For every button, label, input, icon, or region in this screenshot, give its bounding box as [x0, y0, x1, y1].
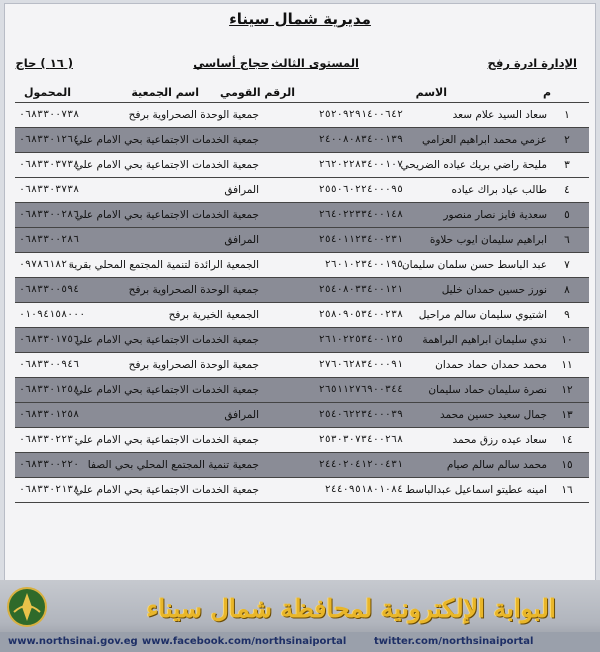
- row-number: ١٦: [561, 484, 573, 496]
- table-row: [15, 128, 589, 153]
- pilgrim-type-label: حجاج أساسي: [193, 56, 269, 70]
- website-link[interactable]: www.northsinai.gov.eg: [8, 636, 138, 647]
- pilgrim-name: محمد حمدان حماد حمدان: [435, 359, 547, 371]
- pilgrim-name: نورز حسين حمدان خليل: [441, 284, 547, 296]
- pilgrim-name: ندي سليمان ابراهيم البراهمة: [422, 334, 547, 346]
- banner-links: [0, 632, 600, 652]
- pilgrims-table: [15, 102, 589, 503]
- table-row: [15, 403, 589, 428]
- admin-label: الإدارة ادرة رفح: [487, 56, 577, 70]
- row-number: ١٥: [561, 459, 573, 471]
- table-row: [15, 478, 589, 503]
- mobile-number: ٠٦٨٣٣٠٠٢٢٠: [19, 459, 80, 470]
- table-row: [15, 428, 589, 453]
- association-name: جمعية الخدمات الاجتماعية بحي الامام علي: [74, 384, 259, 396]
- mobile-number: ٠٦٨٣٣٠٠٥٩٤: [19, 284, 80, 295]
- national-id: ٢٥٥٠٦٠٢٢٤٠٠٠٩٥: [318, 184, 403, 195]
- row-number: ٢: [564, 134, 570, 146]
- level-label: المستوى الثالث: [271, 56, 359, 70]
- association-name: جمعية الخدمات الاجتماعية بحي الامام علي: [74, 159, 259, 171]
- row-number: ٦: [564, 234, 570, 246]
- national-id: ٢٥٤٠١١٢٣٤٠٠٢٣١: [318, 234, 403, 245]
- association-name: جمعية الوحدة الصحراوية برفح: [128, 359, 259, 371]
- mobile-number: ٠٦٨٣٣٠٠٢٨٦: [19, 234, 80, 245]
- mobile-number: ٠١٠٩٤١٥٨٠٠٠: [19, 309, 86, 320]
- table-row: [15, 153, 589, 178]
- mobile-number: ٠٦٨٣٣٠٣٧٣٨: [19, 159, 80, 170]
- pilgrim-name: مليحة راضي بريك عياده الضريحي: [400, 159, 547, 171]
- national-id: ٢٦٠١٠٢٣٤٠٠١٩٥: [324, 259, 403, 270]
- association-name: المرافق: [224, 409, 259, 421]
- association-name: جمعية الوحدة الصحراوية برفح: [128, 284, 259, 296]
- national-id: ٢٦٥١١٢٧٦٩٠٠٣٤٤: [318, 384, 403, 395]
- pilgrim-count: ( ١٦ ) حاج: [15, 56, 73, 70]
- national-id: ٢٦٢٠٢٢٨٣٤٠٠١٠٧: [318, 159, 403, 170]
- table-row: [15, 178, 589, 203]
- national-id: ٢٥٤٠٨٠٣٣٤٠٠١٢١: [318, 284, 403, 295]
- pilgrim-name: سعدية فايز نصار منصور: [443, 209, 547, 221]
- national-id: ٢٤٤٠٢٠٤١٢٠٠٤٣١: [318, 459, 403, 470]
- row-number: ٩: [564, 309, 570, 321]
- table-row: [15, 278, 589, 303]
- association-name: الجمعية الرائدة لتنمية المجتمع المحلي بقرية: [68, 259, 259, 271]
- table-row: [15, 103, 589, 128]
- pilgrim-name: نصرة سليمان حماد سليمان: [428, 384, 547, 396]
- row-number: ٥: [564, 209, 570, 221]
- table-row: [15, 253, 589, 278]
- mobile-number: ٠٦٨٣٣٠١٧٥٦: [19, 334, 80, 345]
- document-page: [4, 3, 596, 611]
- pilgrim-name: اشتيوي سليمان سالم مراحيل: [418, 309, 547, 321]
- twitter-link[interactable]: twitter.com/northsinaiportal: [374, 636, 534, 647]
- national-id: ٢٤٤٠٩٥١٨٠١٠٨٤: [324, 484, 403, 495]
- page-title: مديرية شمال سيناء: [229, 10, 371, 28]
- association-name: جمعية الخدمات الاجتماعية بحي الامام علي: [74, 484, 259, 496]
- governorate-emblem-icon: [6, 586, 48, 628]
- pilgrim-name: محمد سالم سالم صيام: [446, 459, 547, 471]
- pilgrim-name: عزمي محمد ابراهيم العزامي: [422, 134, 547, 146]
- portal-banner: [0, 580, 600, 652]
- mobile-number: ٠٦٨٣٣٠٢٢٣٠: [19, 434, 80, 445]
- row-number: ٣: [564, 159, 570, 171]
- mobile-number: ٠٩٧٨٦١٨٢٠: [19, 259, 74, 270]
- association-name: المرافق: [224, 234, 259, 246]
- pilgrim-name: سعاد عيده رزق محمد: [452, 434, 547, 446]
- association-name: جمعية الخدمات الاجتماعية بحي الامام علي: [74, 334, 259, 346]
- banner-title: البوابة الإلكترونية لمحافظة شمال سيناء: [146, 594, 556, 623]
- mobile-number: ٠٦٨٣٣٠٠٢٨٦: [19, 209, 80, 220]
- national-id: ٢٤٠٠٨٠٨٣٤٠٠١٣٩: [318, 134, 403, 145]
- national-id: ٢٥٨٠٩٠٥٣٤٠٠٢٣٨: [318, 309, 403, 320]
- column-header-national-id: الرقم القومي: [219, 86, 295, 99]
- association-name: جمعية الخدمات الاجتماعية بحي الامام علي: [74, 434, 259, 446]
- national-id: ٢٥٣٠٣٠٧٣٤٠٠٢٦٨: [318, 434, 403, 445]
- pilgrim-name: طالب عياد براك عياده: [451, 184, 547, 196]
- association-name: جمعية الخدمات الاجتماعية بحي الامام علي: [74, 209, 259, 221]
- association-name: الجمعية الخيرية برفح: [168, 309, 259, 321]
- facebook-link[interactable]: www.facebook.com/northsinaiportal: [142, 636, 347, 647]
- mobile-number: ٠٦٨٣٣٠١٢٦٤: [19, 134, 80, 145]
- column-header-name: الاسم: [415, 86, 447, 99]
- table-row: [15, 453, 589, 478]
- table-row: [15, 228, 589, 253]
- column-header-association: اسم الجمعية: [131, 86, 199, 99]
- pilgrim-name: امينه عطيتو اسماعيل عبدالباسط: [405, 484, 547, 496]
- table-header: [5, 84, 595, 102]
- association-name: جمعية الوحدة الصحراوية برفح: [128, 109, 259, 121]
- mobile-number: ٠٦٨٣٣٠١٢٥٨: [19, 384, 80, 395]
- mobile-number: ٠٦٨٣٣٠٠٧٣٨: [19, 109, 80, 120]
- mobile-number: ٠٦٨٣٣٠١٢٥٨: [19, 409, 80, 420]
- association-name: المرافق: [224, 184, 259, 196]
- row-number: ١٠: [561, 334, 573, 346]
- pilgrim-name: عبد الباسط حسن سلمان سليمان: [401, 259, 547, 271]
- column-header-mobile: المحمول: [23, 86, 71, 99]
- association-name: جمعية الخدمات الاجتماعية بحي الامام علي: [74, 134, 259, 146]
- row-number: ٤: [564, 184, 570, 196]
- table-row: [15, 203, 589, 228]
- table-row: [15, 378, 589, 403]
- pilgrim-name: ابراهيم سليمان ايوب حلاوة: [429, 234, 547, 246]
- national-id: ٢٥٢٠٩٢٩١٤٠٠٦٤٢: [318, 109, 403, 120]
- row-number: ١٤: [561, 434, 573, 446]
- mobile-number: ٠٦٨٣٣٠٣٧٣٨: [19, 184, 80, 195]
- row-number: ١٣: [561, 409, 573, 421]
- national-id: ٢٥٤٠٦٢٢٣٤٠٠٠٣٩: [318, 409, 403, 420]
- row-number: ١: [564, 109, 570, 121]
- table-row: [15, 328, 589, 353]
- national-id: ٢٦٤٠٢٢٣٣٤٠٠١٤٨: [318, 209, 403, 220]
- mobile-number: ٠٦٨٣٣٠٠٩٤٦: [19, 359, 80, 370]
- mobile-number: ٠٦٨٣٣٠٢١٣٨: [19, 484, 80, 495]
- row-number: ٧: [564, 259, 570, 271]
- row-number: ١٢: [561, 384, 573, 396]
- pilgrim-name: جمال سعيد حسين محمد: [440, 409, 547, 421]
- column-header-m: م: [542, 86, 551, 99]
- national-id: ٢٧٦٠٦٢٨٣٤٠٠٠٩١: [318, 359, 403, 370]
- national-id: ٢٦١٠٢٢٥٣٤٠٠١٢٥: [318, 334, 403, 345]
- table-row: [15, 303, 589, 328]
- association-name: جمعية تنمية المجتمع المحلي بحي الصفا: [87, 459, 259, 471]
- pilgrim-name: سعاد السيد علام سعد: [452, 109, 547, 121]
- row-number: ٨: [564, 284, 570, 296]
- row-number: ١١: [561, 359, 573, 371]
- table-row: [15, 353, 589, 378]
